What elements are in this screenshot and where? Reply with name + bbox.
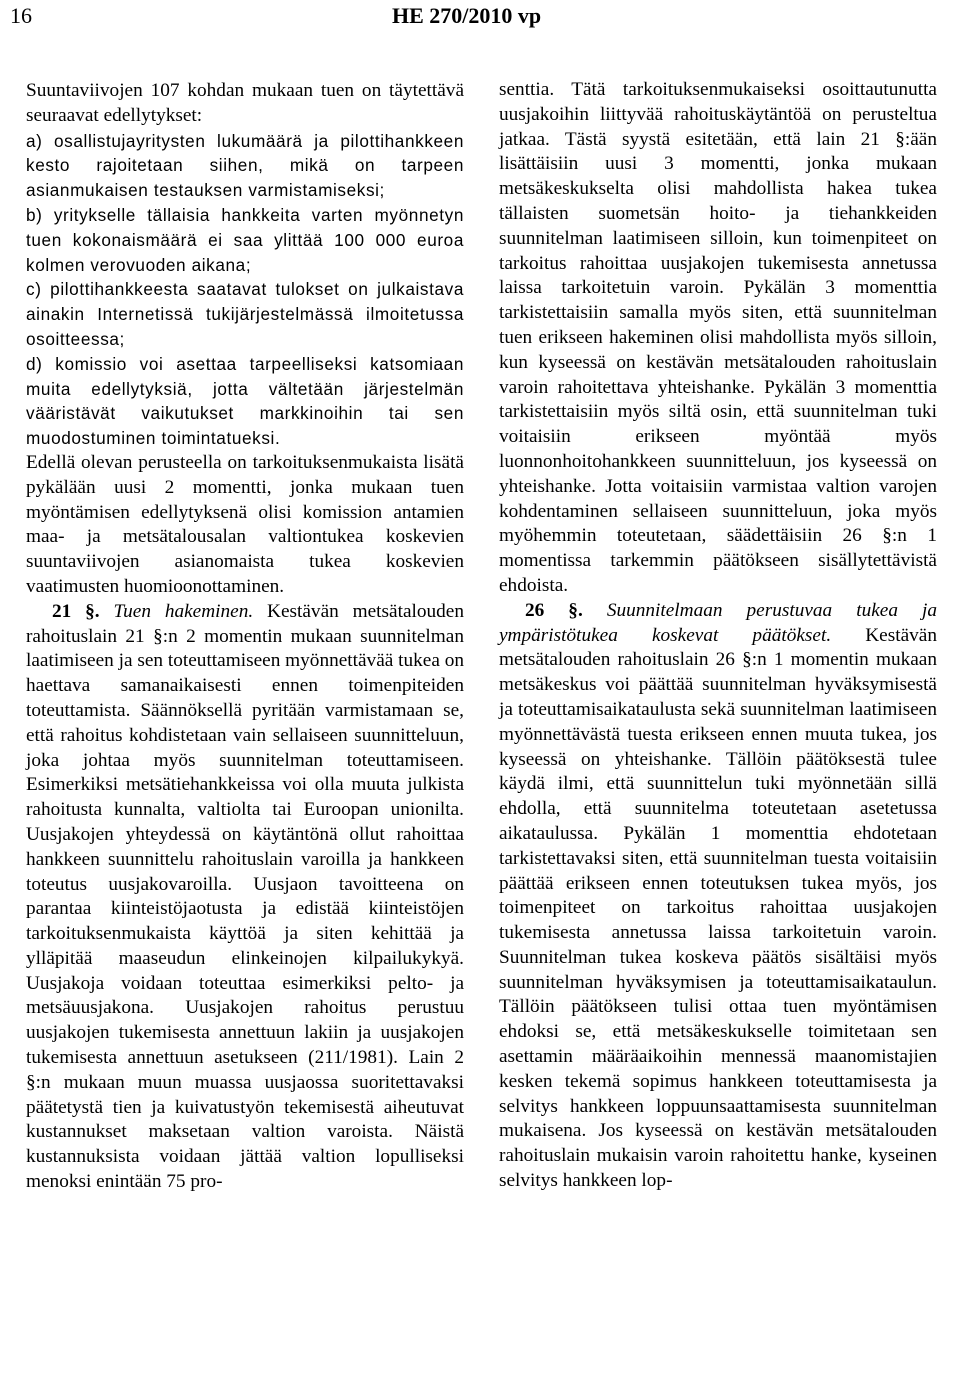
list-item: b) yritykselle tällaisia hankkeita varten myönnetyn tuen kokonaismäärä ei saa ylittää 100 000 euroa kolmen verovuoden aikana;: [26, 204, 464, 275]
section-21: [26, 600, 464, 1195]
conditions-list: [26, 129, 464, 451]
list-item: a) osallistujayritysten lukumäärä ja pilottihankkeen kesto rajoitetaan siihen, mikä on tarpeen asianmukaisen testauksen varmistamiseksi;: [26, 130, 464, 201]
left-column: [26, 79, 464, 1195]
right-column: [499, 78, 937, 1194]
body-paragraph: Edellä olevan perusteella on tarkoituksenmukaista lisätä pykälään uusi 2 momentti, jonka mukaan tuen myöntämisen edellytyksenä olisi komission antamien maa- ja metsätalousalan valtiontukea koskevien suuntaviivojen asianomaista tukea koskevien vaatimusten huomioonottaminen.: [26, 451, 464, 597]
section-text: Kestävän metsätalouden rahoituslain 26 §:n 1 momentin mukaan metsäkeskus voi päättää suunnitelman hyväksymisestä ja toteuttamisaikataulusta sekä suunnitelman laatimiseen myönnettävästä tuesta erikseen ennen muuta tukea, jos kyseessä on yhteishanke. Tällöin päätöksestä tulee käydä ilmi, että suunnittelun tuki myönnetään sillä ehdolla, että suunnitelma toteutetaan asetetussa aikataulussa. Pykälän 1 momenttia ehdotetaan tarkistettavaksi siten, että suunnitelman tuesta voitaisiin päättää erikseen ennen toteutuksen tukea myös, jos toimenpiteet on tarkoitus rahoittaa uusjakojen tukemisesta annetussa laissa tarkoitetuin varoin. Suunnitelman tukea koskeva päätös sisältäisi myös suunnitelman hyväksymisen ja toteuttamisaikataulun. Tällöin päätökseen tulisi ottaa tuen myöntämisen ehdoksi se, että metsäkeskukselle toimitetaan sen asettamin määräaikoihin mennessä maanomistajien kesken tekemä sopimus hankkeen toteuttamisesta ja selvitys hankkeen loppuunsaattamisesta suunnitelman mukaisena. Jos kyseessä on kestävän metsätalouden rahoituslain mukaisin varoin rahoitettu hanke, kyseinen selvitys hankkeen lop-: [499, 624, 937, 1192]
page-header: [0, 0, 960, 40]
section-title: Suunnitelmaan perustuvaa tukea ja ympäristötukea koskevat päätökset.: [499, 599, 938, 646]
list-item: c) pilottihankkeesta saatavat tulokset on julkaistava ainakin Internetissä tukijärjestelmässä ilmoitetussa osoitteessa;: [26, 279, 464, 349]
section-text: Kestävän metsätalouden rahoituslain 21 §:n 2 momentin mukaan suunnitelman laatimiseen ja sen toteuttamiseen myönnettävää tukea on haettava samanaikaisesti ennen toimenpiteiden toteuttamista. Säännöksellä pyritään varmistamaan se, että rahoitus kohdistetaan vain sellaiseen suunnitteluun, joka johtaa myös suunnitelman toteuttamiseen. Esimerkiksi metsätiehankkeissa voi olla muuta julkista rahoitusta kunnalta, valtiolta tai Euroopan unionilta. Uusjakojen yhteydessä on käytäntönä ollut rahoittaa hankkeen suunnittelu rahoituslain varoilla ja hankkeen toteutus uusjakovaroilla. Uusjaon tavoitteena on parantaa kiinteistöjaotusta ja edistää kiinteistöjen tarkoituksenmukaista käyttöä ja siten kehittää ja ylläpitää maaseudun elinkeinojen kilpailukykyä. Uusjakoja voidaan toteuttaa esimerkiksi pelto- ja metsäuusjakona. Uusjakojen rahoitus perustuu uusjakojen tukemisesta annettuun lakiin ja uusjakojen tukemisesta annettuun asetukseen (211/1981). Lain 2 §:n mukaan muun muassa uusjaossa suoritettavaksi päätetystä tien ja kuivatustyön tekemisestä aiheutuvat kustannukset maksetaan valtion varoista. Näistä kustannuksista voidaan jättää valtion lopulliseksi menoksi enintään 75 pro-: [26, 600, 464, 1193]
section-number: 21 §.: [52, 600, 100, 622]
section-26: [499, 599, 937, 1194]
document-id: HE 270/2010 vp: [392, 3, 542, 28]
section-title: Tuen hakeminen.: [113, 600, 254, 622]
intro-paragraph: Suuntaviivojen 107 kohdan mukaan tuen on täytettävä seuraavat edellytykset:: [26, 80, 464, 126]
page-number: 16: [10, 3, 32, 28]
list-item: d) komissio voi asettaa tarpeelliseksi katsomiaan muita edellytyksiä, jotta vältetään järjestelmän vääristävät vaikutukset markkinoihin tai sen muodostuminen toimintatueksi.: [26, 353, 464, 449]
section-number: 26 §.: [525, 599, 583, 621]
body-paragraph: senttia. Tätä tarkoituksenmukaiseksi osoittautunutta uusjakoihin liittyvää rahoituskäytäntöä on perusteltua jatkaa. Tästä syystä esitetään, että lain 21 §:ään lisättäisiin uusi 3 momentti, jonka mukaan metsäkeskukselta olisi mahdollista hakea tukea tällaisten suometsän hoito- ja tiehankkeiden suunnitelman laatimiseen silloin, kun toimenpiteet on tarkoitus rahoittaa uusjakojen tukemisesta annetussa laissa tarkoitetuin varoin. Pykälän 3 momenttia tarkistettaisiin samalla myös siten, että suunnitelman tuen erikseen hakeminen olisi mahdollista myös silloin, kun kyseessä on kestävän metsätalouden rahoituslain varoin rahoitettava yhteishanke. Pykälän 3 momenttia tarkistettaisiin myös siltä osin, että suunnitelman tuki voitaisiin erikseen myöntää myös luonnonhoitohankkeen suunnitteluun, jos kyseessä on yhteishanke. Jotta voitaisiin varmistaa valtion varojen kohdentaminen sellaiseen suunnitteluun, joka myös myöhemmin toteutetaan, säädettäisiin 26 §:n 1 momentissa tarkemmin päätökseen sisällytettävistä ehdoista.: [499, 79, 937, 596]
